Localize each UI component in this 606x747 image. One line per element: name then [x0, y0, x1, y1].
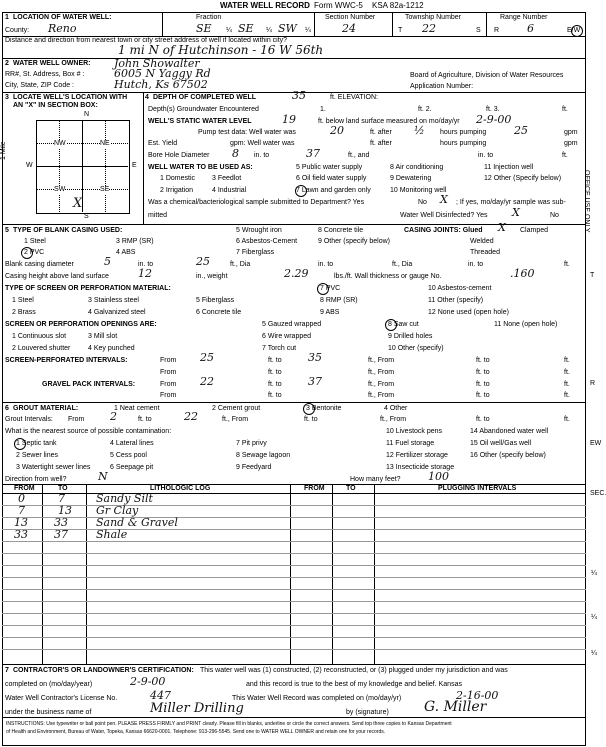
township-label: Township Number: [405, 14, 462, 21]
quarter-1[interactable]: SE: [196, 22, 212, 35]
static-date[interactable]: 2-9-00: [476, 113, 512, 126]
quarter-2[interactable]: SE: [238, 22, 254, 35]
range-label: Range Number: [500, 14, 548, 21]
business-name[interactable]: Miller Drilling: [150, 701, 244, 716]
disinfected-yes[interactable]: X: [512, 206, 520, 219]
distance-label: Distance and direction from nearest town or city street address of well if located within city?: [5, 37, 288, 44]
distance-value[interactable]: 1 mi N of Hutchinson - 16 W 56th: [118, 43, 324, 57]
form-number: Form WWC-5: [314, 1, 363, 10]
quarter-3[interactable]: SW: [278, 22, 297, 35]
county-value[interactable]: Reno: [48, 22, 77, 35]
county-label: County:: [5, 27, 30, 34]
ew-choice[interactable]: E/W: [567, 27, 581, 34]
owner-city[interactable]: Hutch, Ks 67502: [114, 78, 208, 91]
table-row[interactable]: 0: [18, 492, 25, 505]
static-level[interactable]: 19: [282, 113, 296, 126]
form-title: WATER WELL RECORD: [220, 1, 310, 10]
office-use-label: OFFICE USE ONLY: [583, 170, 590, 233]
signature[interactable]: G. Miller: [424, 699, 487, 715]
water-well-record-form: WATER WELL RECORD Form WWC-5 KSA 82a-1212 1 LOCATION OF WATER WELL: Fraction Section Number Township Number Range Number County: Reno SE ¼ SE ¼ SW ¼ 24 T 22 S R 6 E/W Distance and direction from nearest town or city street address of well if located within city? 1 mi N of Hutchinson - 16 W 56th 2 WATER WELL OWNER: John Showalter RR#, St. Address, Box # : 6005 N Yaggy Rd City, State, ZIP Code : Hutch, Ks 67502 Board of Agriculture, Division of Water Resources Application Number: 3 LOCATE WELL'S LOCATION WITH AN "X" IN SECTION BOX: N S W E 1 Mile NW NE SW SE X 4 DEPTH OF COMPLETED WELL 35 ft. ELEVATION: Depth(s) Groundwater Encountered 1. ft. 2. ft. 3. ft. WELL'S STATIC WATER LEVEL 19 ft. below land surface measured on mo/day/yr 2-9-00 Pump test data: Well water was 20 ft. after ½ hours pumping 25 gpm Est. Yield gpm: Well water was ft. after hours pumping gpm Bore Hole Diameter 8 in. to 37 ft., and in. to ft. WELL WATER TO BE USED AS: 1 Domestic 3 Feedlot 5 Public water supply 8 Air conditioning 11 Injection well 2 Irrigation 4 Industrial 7 Lawn and garden only 9 Dewatering 12 Other (Specify below) 6 Oil field water supply 10 Monitoring well Was a chemical/bacteriological sample submitted to Department? Yes No X ; If yes, mo/day/yr sample was sub- mitted Water Well Disinfected? Yes X No 5 TYPE OF BLANK CASING USED: 5 Wrought iron 8 Concrete tile CASING JOINTS: Glued X Clamped 1 Steel 3 RMP (SR) 6 Asbestos-Cement 9 Other (specify below) Welded 2 PVC 4 ABS 7 Fiberglass Threaded Blank casing diameter 5 in. to 25 ft., Dia in. to ft., Dia in. to ft. Casing height above land surface 12 in., weight 2.29 lbs./ft. Wall thickness or gauge No. .160 TYPE OF SCREEN OR PERFORATION MATERIAL: 7 PVC 1 Steel 3 Stainless steel 5 Fiberglass 8 RMP (SR) 10 Asbestos-cement 11 Other (specify) 2 Brass 4 Galvanized steel 6 Concrete tile 9 ABS 12 None used (open hole) SCREEN OR PERFORATION OPENINGS ARE: 1 Continuous slot 3 Mill slot 5 Gauzed wrapped 8 Saw cut 11 None (open hole) 2 Louvered shutter 4 Key punched 6 Wire wrapped 7 Torch cut 9 Drilled holes 10 Other (specify) SCREEN-PERFORATED INTERVALS: From 25 ft. to 35 ft., From ft. to ft. From ft. to ft., From ft. to ft. GRAVEL PACK INTERVALS: From 22 ft. to 37 ft., From ft. to ft. From ft. to ft., From ft. to ft. 6 GROUT MATERIAL: 1 Neat cement 2 Cement grout 3 Bentonite 4 Other Grout Intervals: From 2 ft. to 22 ft., From ft. to ft., From ft. to ft. What is the nearest source of possible contamination: 1 Septic tank 4 Lateral lines 7 Pit privy 10 Livestock pens 14 Abandoned water well 2 Sewer lines 5 Cess pool 8 Sewage lagoon 11 Fuel storage 15 Oil well/Gas well 3 Watertight sewer lines 6 Seepage pit 9 Feedyard 12 Fertilizer storage 16 Other (specify below) 13 Insecticide storage Direction from well? N How many feet? 100 FROM TO LITHOLOGIC LOG FROM TO PLUGGING INTERVALS 0 7 Sandy Silt 7 13 Gr Clay 13 33 Sand & Gravel 33 37 Shale 7 CONTRACTOR'S OR LANDOWNER'S CERTIFICATION: This water well was (1) constructed, (2) reconstructed, or (3) plugged under my jurisdiction and was completed on (mo/day/year) 2-9-00 and this record is true to the best of my knowledge and belief. Kansas Water Well Contractor's License No. 447 This Water Well Record was completed on (mo/day/yr) 2-16-00 under the business name of Miller Drilling by (signature) G. Miller INSTRUCTIONS: Use typewriter or ball point pen. PLEASE PRESS FIRMLY and PRINT clearly. Please fill in blanks, underline or circle the correct answers. Send top three copies to Kansas Department of Health and Environment, Bureau of Water, Topeka, Kansas 66620-0001. Telephone: 913-296-5545. Send one to WATER WELL OWNER and retain one for your records. OFFICE USE ONLY T R EW SEC. ¼ ¼ ¼: [0, 0, 602, 747]
location-x-mark[interactable]: X: [73, 196, 83, 211]
owner-name[interactable]: John Showalter: [114, 57, 200, 70]
section-number[interactable]: 24: [342, 22, 356, 35]
table-row[interactable]: 13: [14, 516, 28, 529]
location-label: LOCATION OF WATER WELL:: [13, 14, 112, 21]
table-row[interactable]: 33: [14, 528, 28, 541]
owner-address[interactable]: 6005 N Yaggy Rd: [114, 67, 211, 80]
table-row[interactable]: 7: [18, 504, 25, 517]
section-number-label: Section Number: [325, 14, 376, 21]
ksa-number: KSA 82a-1212: [372, 1, 424, 10]
fraction-label: Fraction: [196, 14, 222, 21]
section-grid[interactable]: [36, 120, 130, 214]
range-number[interactable]: 6: [527, 22, 534, 35]
well-depth[interactable]: 35: [292, 89, 306, 102]
township-number[interactable]: 22: [422, 22, 436, 35]
